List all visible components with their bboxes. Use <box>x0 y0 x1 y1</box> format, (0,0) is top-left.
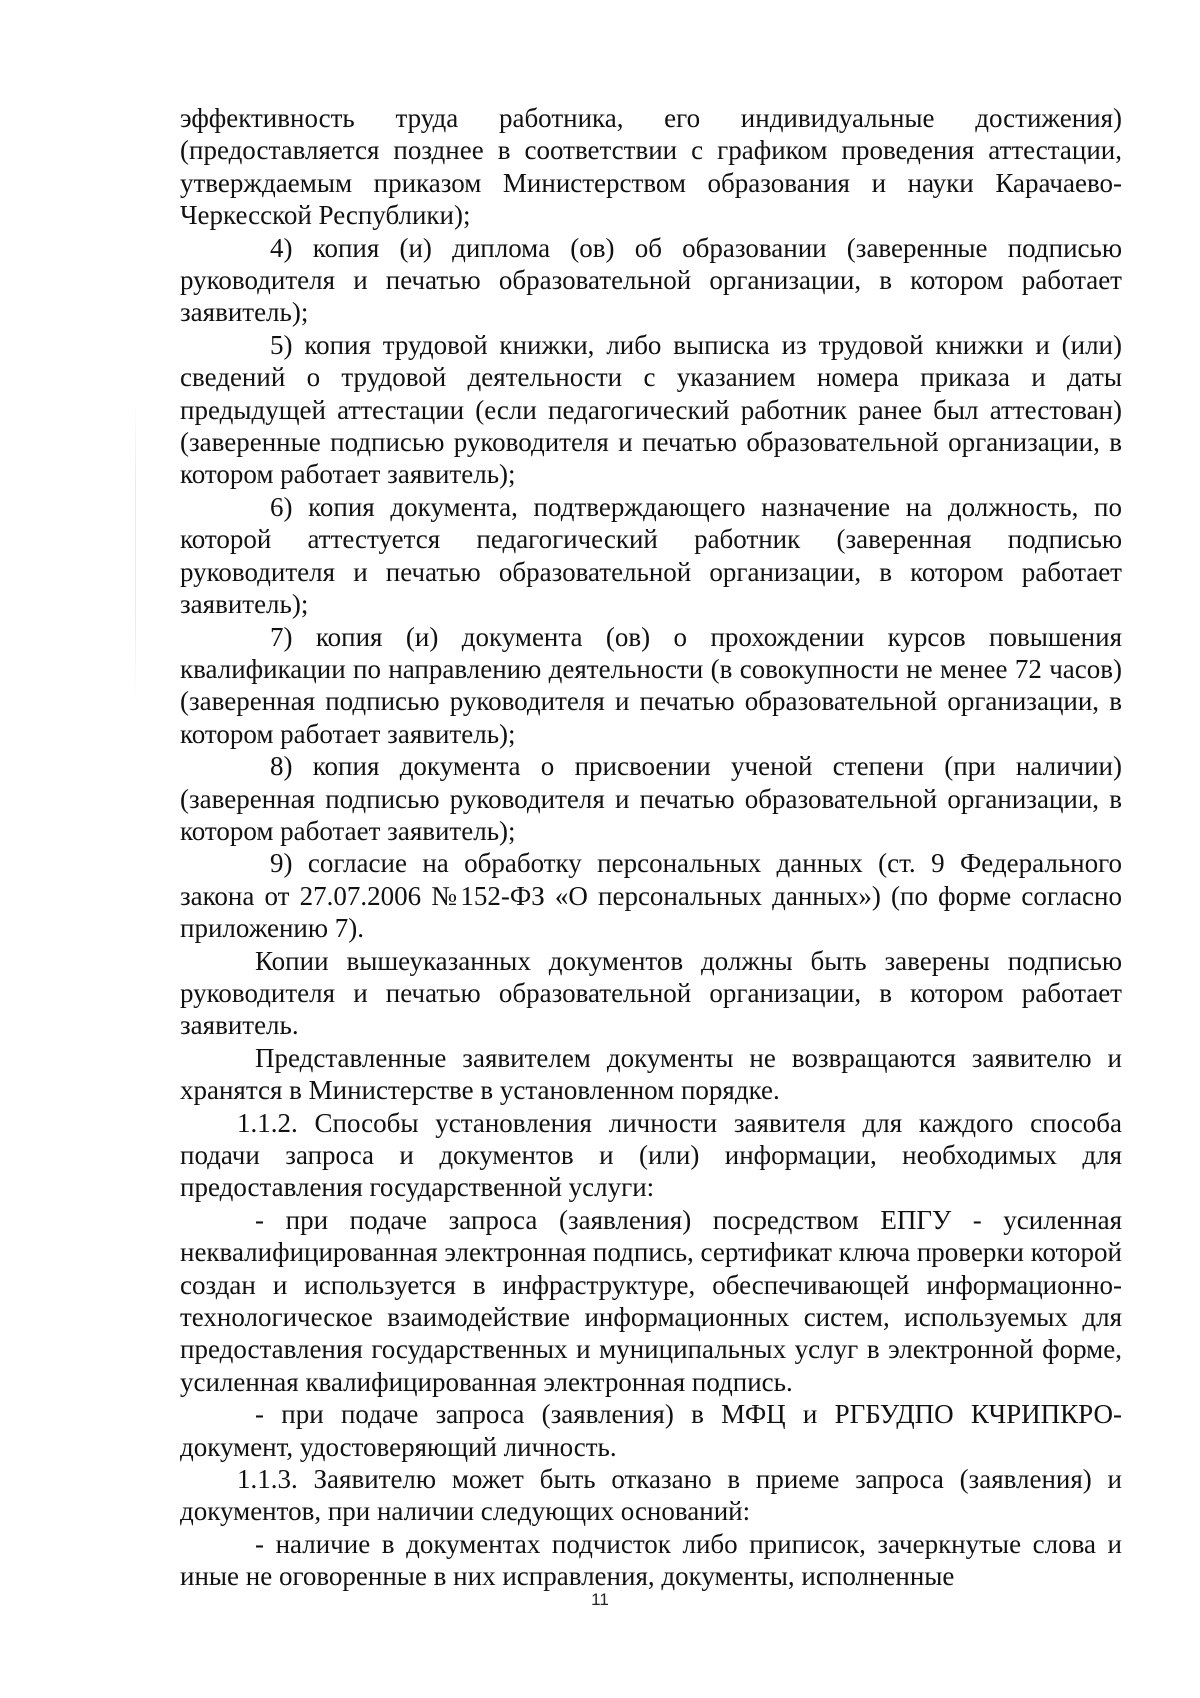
section-1-1-2-identification: 1.1.2. Способы установления личности заявителя для каждого способа подачи запроса и документов и (или) информации, необходимых для предоставления государственной услуги: <box>180 1107 1122 1203</box>
paragraph-copies-certified: Копии вышеуказанных документов должны быть заверены подписью руководителя и печатью образовательной организации, в котором работает заявитель. <box>180 945 1122 1041</box>
paragraph-continuation: эффективность труда работника, его индивидуальные достижения) (предоставляется позднее в соответствии с графиком проведения аттестации, утверждаемым приказом Министерством образования и науки Карачаево-Черкесской Республики); <box>180 103 1122 231</box>
paragraph-documents-not-returned: Представленные заявителем документы не возвращаются заявителю и хранятся в Министерстве в установленном порядке. <box>180 1042 1122 1106</box>
list-item-appointment-document: 6) копия документа, подтверждающего назначение на должность, по которой аттестуется педагогический работник (заверенная подписью руководителя и печатью образовательной организации, в котором работает заявитель); <box>180 491 1122 620</box>
list-item-personal-data-consent: 9) согласие на обработку персональных данных (ст. 9 Федерального закона от 27.07.2006 №152-ФЗ «О персональных данных») (по форме согласно приложению 7). <box>180 848 1122 944</box>
list-item-academic-degree: 8) копия документа о присвоении ученой степени (при наличии) (заверенная подписью руководителя и печатью образовательной организации, в котором работает заявитель); <box>180 751 1122 846</box>
document-page-body <box>180 102 1122 1593</box>
list-item-diploma-copy: 4) копия (и) диплома (ов) об образовании (заверенные подписью руководителя и печатью образовательной организации, в котором работает заявитель); <box>180 232 1122 328</box>
section-1-1-3-refusal-grounds: 1.1.3. Заявителю может быть отказано в приеме запроса (заявления) и документов, при наличии следующих оснований: <box>180 1464 1122 1527</box>
bullet-document-corrections: - наличие в документах подчисток либо приписок, зачеркнутые слова и иные не оговоренные в них исправления, документы, исполненные <box>180 1528 1122 1592</box>
scan-margin-shadow <box>135 400 136 700</box>
bullet-mfc-identity-document: - при подаче запроса (заявления) в МФЦ и РГБУДПО КЧРИПКРО-документ, удостоверяющий личность. <box>180 1399 1122 1462</box>
bullet-epgu-signature: - при подаче запроса (заявления) посредством ЕПГУ - усиленная неквалифицированная электронная подпись, сертификат ключа проверки которой создан и используется в инфраструктуре, обеспечивающей информационно-технологическое взаимодействие информационных систем, используемых для предоставления государственных и муниципальных услуг в электронной форме, усиленная квалифицированная электронная подпись. <box>180 1204 1122 1397</box>
list-item-work-record-copy: 5) копия трудовой книжки, либо выписка из трудовой книжки и (или) сведений о трудовой деятельности с указанием номера приказа и даты предыдущей аттестации (если педагогический работник ранее был аттестован) (заверенные подписью руководителя и печатью образовательной организации, в котором работает заявитель); <box>180 329 1122 490</box>
page-number: 11 <box>591 1590 609 1609</box>
list-item-qualification-courses: 7) копия (и) документа (ов) о прохождении курсов повышения квалификации по направлению деятельности (в совокупности не менее 72 часов) (заверенная подписью руководителя и печатью образовательной организации, в котором работает заявитель); <box>180 621 1122 749</box>
